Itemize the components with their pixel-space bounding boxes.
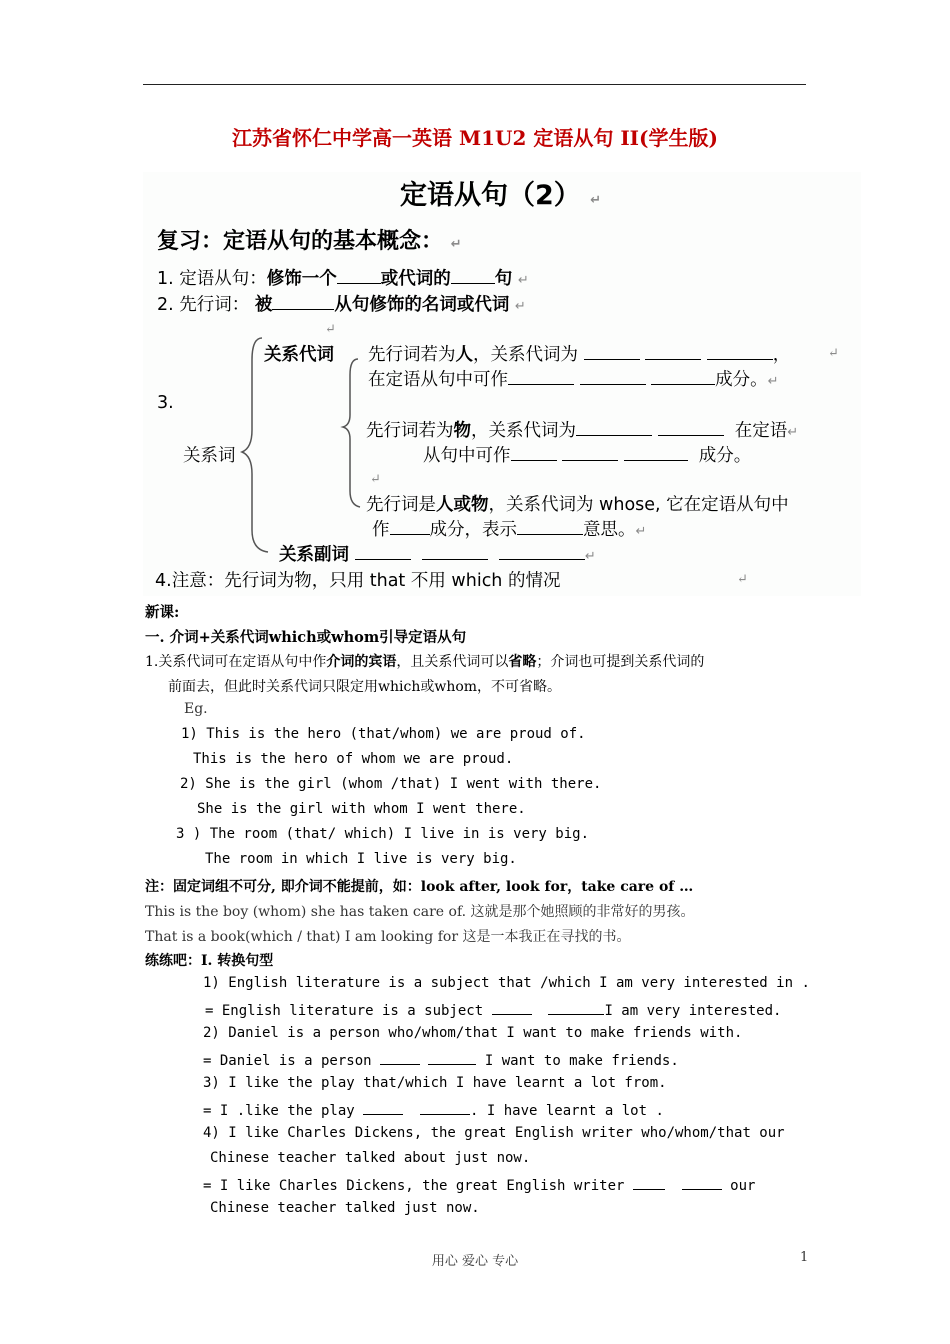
note-example-2: That is a book(which / that) I am looking for 这是一本我正在寻找的书。	[145, 929, 631, 945]
whose-line-2: 作 成分，表示 意思。↵	[372, 516, 646, 541]
question-4d: Chinese teacher talked just now.	[210, 1200, 480, 1216]
new-lesson-label: 新课:	[145, 604, 180, 621]
thing-line-2: 从句中可作 成分。	[423, 442, 751, 467]
question-1a: 1) English literature is a subject that /which I am very interested in .	[203, 975, 810, 991]
thing-line-1: 先行词若为物，关系代词为 在定语↵	[366, 417, 798, 442]
person-line-1: 先行词若为人，关系代词为 ，	[368, 341, 790, 366]
question-2b: = Daniel is a person I want to make friends.	[203, 1050, 679, 1069]
relative-pronoun-label: 关系代词	[264, 345, 334, 365]
page-number: 1	[800, 1250, 809, 1265]
example-3b: The room in which I live is very big.	[205, 851, 517, 867]
panel-heading: 定语从句（2） ↵	[400, 180, 602, 211]
review-item-1: 1. 定语从句：修饰一个 或代词的 句 ↵	[157, 265, 529, 290]
relative-adverb-line: 关系副词 ↵	[279, 541, 596, 566]
practice-heading: 练练吧：I. 转换句型	[145, 953, 274, 969]
example-1a: 1) This is the hero (that/whom) we are proud of.	[181, 726, 586, 742]
question-4a: 4) I like Charles Dickens, the great English writer who/whom/that our	[203, 1125, 785, 1141]
note-example-1: This is the boy (whom) she has taken care of. 这就是那个她照顾的非常好的男孩。	[145, 904, 695, 920]
review-item-3: 3.	[157, 393, 174, 413]
review-item-4: 4.注意：先行词为物，只用 that 不用 which 的情况	[155, 571, 561, 591]
question-4b: Chinese teacher talked about just now.	[210, 1150, 531, 1166]
paragraph-1-line-2: 前面去，但此时关系代词只限定用which或whom，不可省略。	[168, 679, 562, 695]
eg-label: Eg.	[184, 701, 208, 717]
return-mark: ↵	[325, 322, 336, 337]
section-1-heading: 一. 介词+关系代词which或whom引导定语从句	[145, 629, 467, 646]
question-1b: = English literature is a subject I am very interested.	[205, 1000, 781, 1019]
review-heading: 复习：定语从句的基本概念： ↵	[157, 229, 462, 254]
header-rule	[143, 84, 806, 85]
document-title: 江苏省怀仁中学高一英语 M1U2 定语从句 II(学生版)	[232, 126, 718, 150]
review-item-2: 2. 先行词： 被 从句修饰的名词或代词 ↵	[157, 291, 526, 316]
question-2a: 2) Daniel is a person who/whom/that I want to make friends with.	[203, 1025, 743, 1041]
question-4c: = I like Charles Dickens, the great English writer our	[203, 1175, 755, 1194]
example-2a: 2) She is the girl (whom /that) I went with there.	[180, 776, 602, 792]
whose-line-1: 先行词是人或物，关系代词为 whose, 它在定语从句中	[366, 495, 789, 515]
relative-word-label: 关系词	[183, 446, 236, 466]
footer-motto: 用心 爱心 专心	[431, 1254, 519, 1269]
example-3a: 3 ) The room (that/ which) I live in is very big.	[176, 826, 590, 842]
person-line-2: 在定语从句中可作 成分。↵	[368, 366, 779, 391]
example-2b: She is the girl with whom I went there.	[197, 801, 526, 817]
question-3b: = I .like the play . I have learnt a lot .	[203, 1100, 664, 1119]
example-1b: This is the hero of whom we are proud.	[193, 751, 514, 767]
inner-bracket	[338, 355, 368, 515]
paragraph-1-line-1: 1.关系代词可在定语从句中作介词的宾语，且关系代词可以省略；介词也可提到关系代词的	[145, 654, 705, 670]
note-line: 注：固定词组不可分, 即介词不能提前，如：look after, look for，take care of …	[145, 879, 694, 895]
question-3a: 3) I like the play that/which I have learnt a lot from.	[203, 1075, 667, 1091]
